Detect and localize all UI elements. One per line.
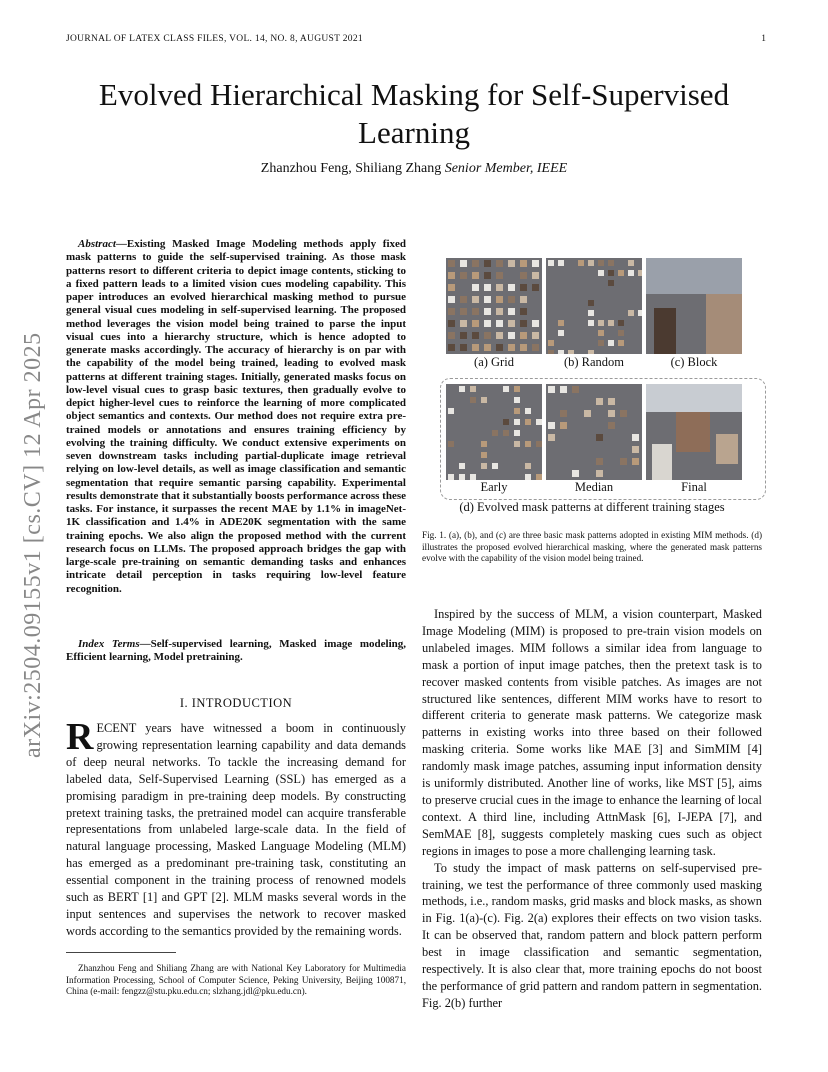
- visible-patch: [496, 260, 503, 267]
- visible-patch: [608, 422, 615, 429]
- visible-patch: [496, 272, 503, 279]
- drop-cap: R: [66, 716, 94, 758]
- visible-patch: [568, 350, 574, 354]
- visible-patch: [608, 270, 614, 276]
- author-line: [60, 161, 768, 177]
- visible-patch: [525, 441, 531, 447]
- visible-patch: [460, 272, 467, 279]
- visible-patch: [514, 408, 520, 414]
- visible-patch: [525, 408, 531, 414]
- visible-patch: [596, 398, 603, 405]
- visible-patch: [632, 446, 639, 453]
- visible-patch: [608, 410, 615, 417]
- visible-patch: [548, 422, 555, 429]
- visible-patch: [484, 260, 491, 267]
- visible-patch: [532, 272, 539, 279]
- visible-patch: [548, 434, 555, 441]
- visible-patch: [632, 458, 639, 465]
- visible-patch: [448, 320, 455, 327]
- visible-patch: [716, 434, 738, 464]
- visible-patch: [520, 308, 527, 315]
- visible-patch: [598, 260, 604, 266]
- visible-patch: [608, 280, 614, 286]
- visible-patch: [608, 398, 615, 405]
- visible-patch: [620, 410, 627, 417]
- visible-patch: [472, 272, 479, 279]
- visible-patch: [496, 284, 503, 291]
- visible-patch: [596, 458, 603, 465]
- intro-paragraph: [66, 716, 406, 940]
- visible-patch: [459, 386, 465, 392]
- visible-patch: [618, 320, 624, 326]
- visible-patch: [584, 410, 591, 417]
- grid-mask-image: [446, 258, 542, 354]
- visible-patch: [578, 260, 584, 266]
- visible-patch: [484, 308, 491, 315]
- visible-patch: [503, 419, 509, 425]
- final-mask-image: [646, 384, 742, 480]
- visible-patch: [618, 270, 624, 276]
- visible-patch: [496, 332, 503, 339]
- visible-patch: [548, 350, 554, 354]
- visible-patch: [472, 320, 479, 327]
- visible-patch: [514, 430, 520, 436]
- visible-patch: [508, 344, 515, 351]
- visible-patch: [481, 452, 487, 458]
- visible-patch: [484, 320, 491, 327]
- visible-patch: [618, 340, 624, 346]
- visible-patch: [676, 412, 710, 452]
- abstract-label: Abstract: [78, 238, 116, 250]
- visible-patch: [525, 463, 531, 469]
- author-names: Zhanzhou Feng, Shiliang Zhang: [260, 161, 442, 176]
- visible-patch: [560, 422, 567, 429]
- visible-patch: [508, 260, 515, 267]
- visible-patch: [496, 320, 503, 327]
- visible-patch: [588, 310, 594, 316]
- running-header: JOURNAL OF LATEX CLASS FILES, VOL. 14, NO. 8, AUGUST 2021: [66, 34, 363, 44]
- index-terms-label: Index Terms: [78, 638, 140, 650]
- footnote-rule: [66, 952, 176, 953]
- visible-patch: [472, 296, 479, 303]
- visible-patch: [558, 260, 564, 266]
- visible-patch: [448, 308, 455, 315]
- visible-patch: [514, 441, 520, 447]
- visible-patch: [558, 330, 564, 336]
- visible-patch: [532, 284, 539, 291]
- footnote: Zhanzhou Feng and Shiliang Zhang are with National Key Laboratory for Multimedia Information Processing, School of Computer Science, Peking University, Beijing 100871, China (e-mail: fengzz@stu.pku.edu.cn; slzhang.jdl@pku.edu.cn).: [66, 963, 406, 997]
- visible-patch: [588, 350, 594, 354]
- visible-patch: [598, 330, 604, 336]
- visible-patch: [558, 350, 564, 354]
- visible-patch: [484, 332, 491, 339]
- visible-patch: [646, 258, 742, 294]
- visible-patch: [620, 458, 627, 465]
- visible-patch: [548, 386, 555, 393]
- visible-patch: [520, 260, 527, 267]
- visible-patch: [481, 397, 487, 403]
- visible-patch: [652, 444, 672, 480]
- visible-patch: [503, 386, 509, 392]
- visible-patch: [520, 332, 527, 339]
- visible-patch: [572, 470, 579, 477]
- visible-patch: [706, 294, 742, 354]
- visible-patch: [608, 260, 614, 266]
- visible-patch: [460, 308, 467, 315]
- visible-patch: [588, 260, 594, 266]
- visible-patch: [596, 470, 603, 477]
- visible-patch: [598, 340, 604, 346]
- paragraph: Inspired by the success of MLM, a vision counterpart, Masked Image Modeling (MIM) is proposed to pre-train vision models on unlabeled images. MIM follows a similar idea from language to mask a portion of input image patches, then the pretext task is to recover masked contents from visible patches. As images are not structured like sentences, different MIM works have to resort to different criteria to generate mask patterns. We categorize mask patterns in existing works into three based on their followed masking criteria. Some works like MAE [3] and SimMIM [4] randomly mask image patches, assuming input information density is uniformly distributed. Another line of works, like MST [5], aims to preserve crucial cues in the image to enhance the learning of local context. A third line, including AttnMask [6], I-JEPA [7], and SemMAE [8], suggests completely masking cues such as object regions in images to pose a more challenging learning task.: [422, 607, 762, 858]
- visible-patch: [448, 296, 455, 303]
- visible-patch: [638, 310, 642, 316]
- visible-patch: [548, 340, 554, 346]
- label-final: Final: [681, 480, 707, 494]
- subfigure-caption: (d) Evolved mask patterns at different training stages: [459, 500, 725, 514]
- visible-patch: [525, 419, 531, 425]
- visible-patch: [560, 386, 567, 393]
- visible-patch: [520, 284, 527, 291]
- visible-patch: [448, 408, 454, 414]
- visible-patch: [520, 272, 527, 279]
- visible-patch: [448, 272, 455, 279]
- right-column-body: [422, 606, 762, 1012]
- visible-patch: [598, 270, 604, 276]
- visible-patch: [588, 320, 594, 326]
- visible-patch: [472, 344, 479, 351]
- index-terms-text: —Self-supervised learning, Masked image modeling, Efficient learning, Model pretraining.: [66, 638, 407, 664]
- visible-patch: [514, 386, 520, 392]
- visible-patch: [532, 344, 539, 351]
- visible-patch: [460, 260, 467, 267]
- author-membership: Senior Member, IEEE: [444, 161, 568, 176]
- visible-patch: [448, 344, 455, 351]
- visible-patch: [572, 386, 579, 393]
- visible-patch: [484, 344, 491, 351]
- visible-patch: [560, 410, 567, 417]
- median-mask-image: [546, 384, 642, 480]
- visible-patch: [514, 419, 520, 425]
- visible-patch: [481, 463, 487, 469]
- visible-patch: [508, 332, 515, 339]
- visible-patch: [472, 284, 479, 291]
- abstract-text: —Existing Masked Image Modeling methods apply fixed mask patterns to guide the self-supervised training. As those mask patterns resort to different criteria to depict image contents, sticking to a fixed pattern leads to a limited vision cues modeling capability. This paper introduces an evolved hierarchical masking method to pursue general visual cues modeling in self-supervised learning. The proposed method leverages the vision model being trained to parse the input visual cues into a hierarchy structure, which is hence adopted to generate masks accordingly. The accuracy of hierarchy is on par with the capability of the model being trained, leading to evolved mask patterns at different training stages. Initially, generated masks focus on low-level visual cues to grasp basic textures, then gradually evolve to depict higher-level cues to reinforce the learning of more complicated object semantics and contexts. Our method does not require extra pre-trained models or annotations and ensures training efficiency by evolving the training difficulty. We conduct extensive experiments on seven downstream tasks including partial-duplicate image retrieval relying on low-level details, as well as image classification and semantic segmentation that require semantic parsing capability. Experimental results demonstrate that it substantially boosts performance across these tasks. For instance, it surpasses the recent MAE by 1.1% in imageNet-1K classification and 1.4% in ADE20K segmentation with the same training epochs. We also align the proposed method with the current research focus on LLMs. The proposed approach bridges the gap with large-scale pre-training on semantic demanding tasks and enhances intricate detail perception in tasks requiring low-level feature recognition.: [66, 238, 406, 595]
- visible-patch: [608, 340, 614, 346]
- visible-patch: [460, 320, 467, 327]
- visible-patch: [628, 260, 634, 266]
- block-mask-image: [646, 258, 742, 354]
- figure-caption: Fig. 1. (a), (b), and (c) are three basic mask patterns adopted in existing MIM methods. (d) illustrates the proposed evolved hierarchical masking, where the generated mask patterns evolve with the capability of the vision model being trained.: [422, 530, 762, 564]
- visible-patch: [448, 441, 454, 447]
- visible-patch: [481, 441, 487, 447]
- visible-patch: [484, 296, 491, 303]
- label-grid: (a) Grid: [474, 355, 514, 369]
- abstract: [66, 238, 406, 596]
- visible-patch: [508, 284, 515, 291]
- visible-patch: [628, 270, 634, 276]
- index-terms: [66, 638, 406, 665]
- paragraph: To study the impact of mask patterns on self-supervised pre-training, we test the performance of three commonly used masking methods, i.e., random masks, grid masks and block masks, as shown in Fig. 1(a)-(c). Fig. 2(a) explores their effects on two vision tasks. It can be observed that, random pattern and block pattern perform best in image classification and semantic segmentation, respectively. It is also clear that, more training epochs do not boost the performance of grid pattern and random pattern in segmentation. Fig. 2(b) further: [422, 860, 762, 1010]
- visible-patch: [598, 320, 604, 326]
- label-median: Median: [574, 480, 614, 494]
- arxiv-stamp: arXiv:2504.09155v1 [cs.CV] 12 Apr 2025: [20, 332, 46, 758]
- visible-patch: [638, 270, 642, 276]
- visible-patch: [492, 430, 498, 436]
- visible-patch: [472, 260, 479, 267]
- visible-patch: [460, 296, 467, 303]
- early-mask-image: [446, 384, 542, 480]
- visible-patch: [596, 434, 603, 441]
- section-heading: I. INTRODUCTION: [179, 696, 293, 710]
- visible-patch: [548, 260, 554, 266]
- visible-patch: [558, 320, 564, 326]
- page-number: 1: [761, 34, 766, 44]
- visible-patch: [536, 441, 542, 447]
- visible-patch: [536, 419, 542, 425]
- visible-patch: [532, 332, 539, 339]
- visible-patch: [618, 330, 624, 336]
- visible-patch: [520, 344, 527, 351]
- visible-patch: [484, 284, 491, 291]
- visible-patch: [654, 308, 676, 354]
- paper-title: Evolved Hierarchical Masking for Self-Supervised Learning: [98, 77, 730, 150]
- visible-patch: [632, 434, 639, 441]
- visible-patch: [470, 397, 476, 403]
- visible-patch: [628, 310, 634, 316]
- random-mask-image: [546, 258, 642, 354]
- visible-patch: [448, 284, 455, 291]
- visible-patch: [532, 260, 539, 267]
- visible-patch: [448, 332, 455, 339]
- visible-patch: [492, 463, 498, 469]
- visible-patch: [532, 320, 539, 327]
- visible-patch: [514, 397, 520, 403]
- label-early: Early: [480, 480, 508, 494]
- visible-patch: [460, 332, 467, 339]
- visible-patch: [496, 344, 503, 351]
- visible-patch: [520, 296, 527, 303]
- visible-patch: [496, 296, 503, 303]
- label-block: (c) Block: [670, 355, 718, 369]
- visible-patch: [520, 320, 527, 327]
- intro-text: ECENT years have witnessed a boom in continuously growing representation learning capability and data demands of deep neural networks. To tackle the increasing demand for labeled data, Self-Supervised Learning (SSL) has emerged as a promising paradigm in pre-training deep models. By constructing pretext training tasks, the pretrained model can acquire transferable representations from unlabeled large-scale data. In the field of natural language processing, Masked Language Modeling (MLM) has emerged as a predominant pre-training task, constituting an essential component in the training process of renowned models such as BERT [1] and GPT [2]. MLM masks several words in the input sentences and supervises the network to recover masked words according to the semantics provided by the remaining words.: [66, 721, 406, 938]
- visible-patch: [470, 386, 476, 392]
- visible-patch: [460, 344, 467, 351]
- visible-patch: [496, 308, 503, 315]
- visible-patch: [503, 430, 509, 436]
- visible-patch: [472, 308, 479, 315]
- visible-patch: [508, 308, 515, 315]
- visible-patch: [459, 463, 465, 469]
- visible-patch: [608, 320, 614, 326]
- visible-patch: [646, 384, 742, 412]
- label-random: (b) Random: [563, 355, 625, 369]
- visible-patch: [472, 332, 479, 339]
- visible-patch: [508, 296, 515, 303]
- visible-patch: [588, 300, 594, 306]
- visible-patch: [484, 272, 491, 279]
- figure-1: [422, 254, 762, 516]
- visible-patch: [448, 260, 455, 267]
- visible-patch: [508, 320, 515, 327]
